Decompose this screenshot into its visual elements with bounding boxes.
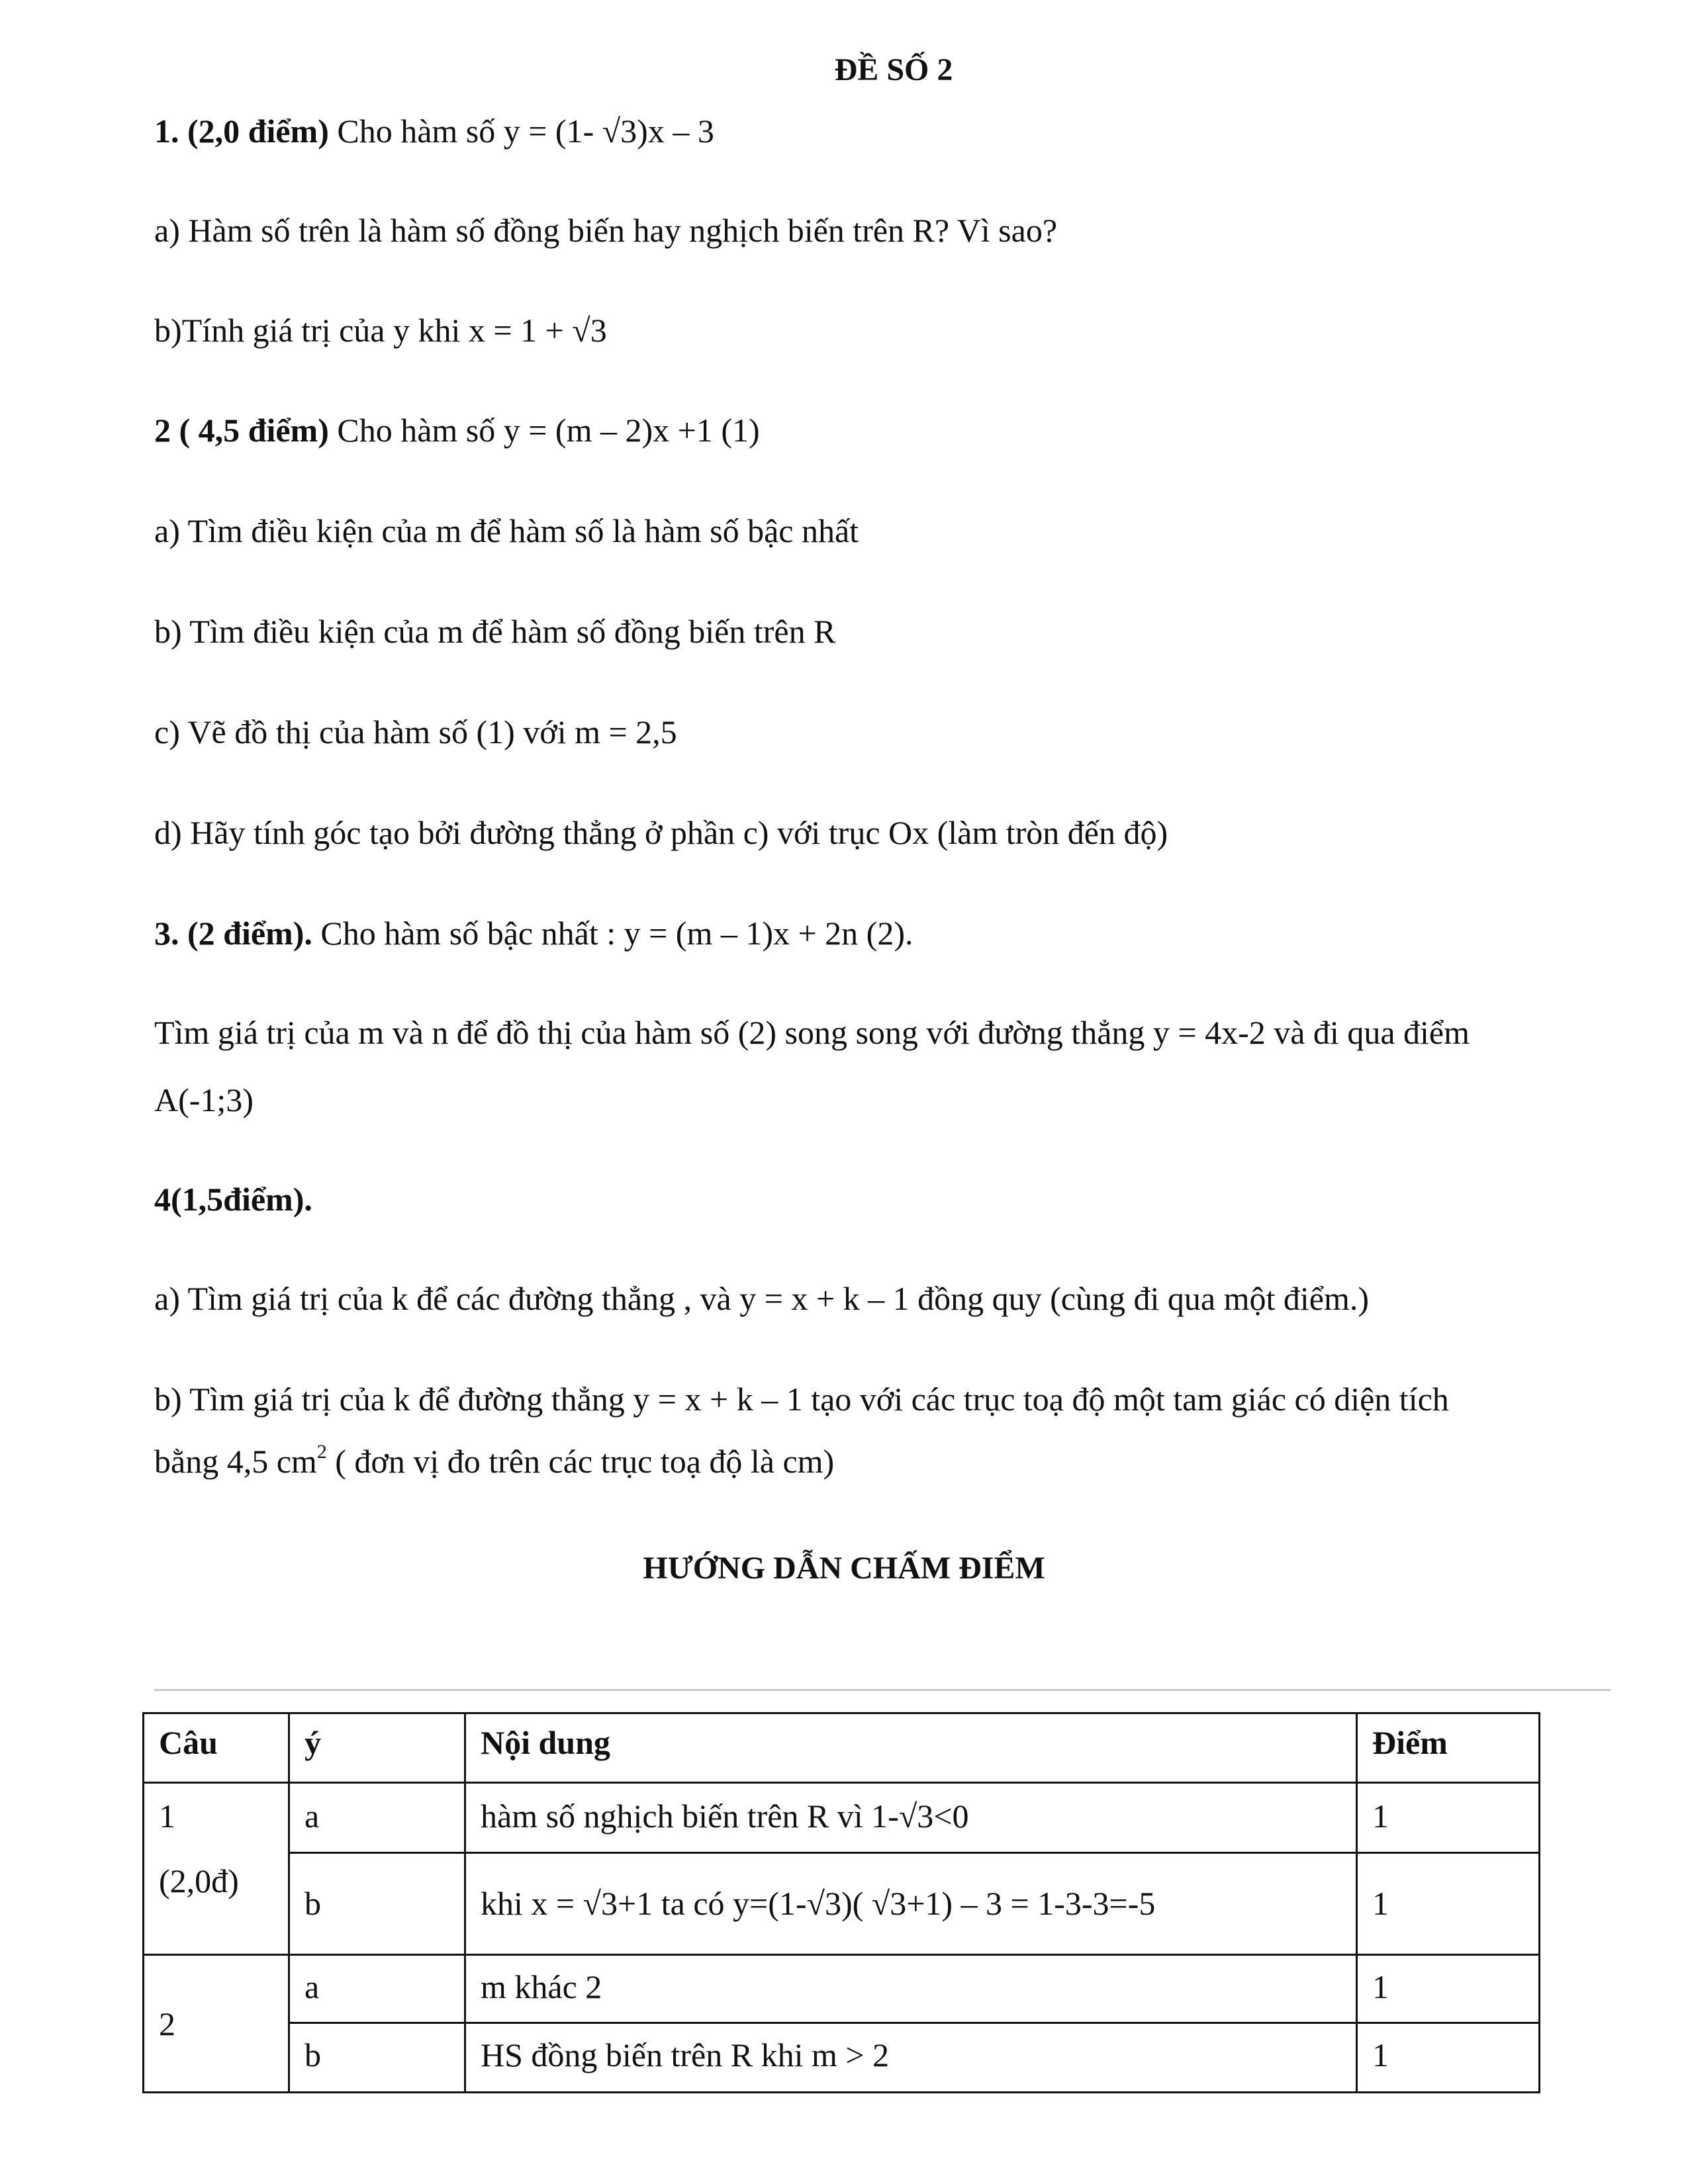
page-title: ĐỀ SỐ 2 <box>834 52 953 87</box>
question-4b-line1: b) Tìm giá trị của k để đường thẳng y = x + k – 1 tạo với các trục toạ độ một tam giác có diện tích <box>154 1381 1449 1418</box>
question-2b: b) Tìm điều kiện của m để hàm số đồng biến trên R <box>154 613 836 650</box>
question-1a: a) Hàm số trên là hàm số đồng biến hay nghịch biến trên R? Vì sao? <box>154 212 1058 249</box>
row-content: khi x = √3+1 ta có y=(1-√3)( √3+1) – 3 = 1-3-3=-5 <box>465 1853 1357 1955</box>
row-score: 1 <box>1357 1783 1540 1853</box>
grading-guide-title: HƯỚNG DẪN CHẤM ĐIỂM <box>643 1551 1045 1586</box>
question-3-body-line1: Tìm giá trị của m và n để đồ thị của hàm số (2) song song với đường thẳng y = 4x-2 và đi qua điểm <box>154 1014 1470 1051</box>
row-y: b <box>289 1853 465 1955</box>
header-cau: Câu <box>144 1713 289 1783</box>
grading-table <box>142 1712 1540 2093</box>
row-content: m khác 2 <box>465 1955 1357 2023</box>
question-3-label: 3. (2 điểm). <box>154 915 312 952</box>
row-score: 1 <box>1357 2023 1540 2093</box>
row-content: hàm số nghịch biến trên R vì 1-√3<0 <box>465 1783 1357 1853</box>
question-3 <box>154 913 914 953</box>
question-2-text: Cho hàm số y = (m – 2)x +1 (1) <box>328 412 760 449</box>
question-2a: a) Tìm điều kiện của m để hàm số là hàm số bậc nhất <box>154 512 859 549</box>
question-3-text: Cho hàm số bậc nhất : y = (m – 1)x + 2n (2). <box>312 915 914 952</box>
question-4a: a) Tìm giá trị của k để các đường thẳng , và y = x + k – 1 đồng quy (cùng đi qua một điểm.) <box>154 1280 1369 1317</box>
table-row <box>144 1853 1540 1955</box>
question-4b-text: bằng 4,5 cm <box>154 1443 317 1480</box>
cau-1-number: 1 <box>159 1797 175 1835</box>
row-y: b <box>289 2023 465 2093</box>
table-row <box>144 1955 1540 2023</box>
row-score: 1 <box>1357 1853 1540 1955</box>
row-y: a <box>289 1955 465 2023</box>
row-y: a <box>289 1783 465 1853</box>
row-score: 1 <box>1357 1955 1540 2023</box>
question-2d: d) Hãy tính góc tạo bởi đường thẳng ở phần c) với trục Ox (làm tròn đến độ) <box>154 814 1168 851</box>
question-4b-line2 <box>154 1441 834 1481</box>
cau-2-cell: 2 <box>144 1955 289 2093</box>
table-header-row <box>144 1713 1540 1783</box>
question-1b: b)Tính giá trị của y khi x = 1 + √3 <box>154 312 607 349</box>
header-diem: Điểm <box>1357 1713 1540 1783</box>
table-row <box>144 2023 1540 2093</box>
header-y: ý <box>289 1713 465 1783</box>
question-4b-text-end: ( đơn vị đo trên các trục toạ độ là cm) <box>326 1443 835 1480</box>
question-1 <box>154 111 714 151</box>
question-3-body-line2: A(-1;3) <box>154 1081 254 1118</box>
cau-1-cell <box>144 1783 289 1955</box>
table-row <box>144 1783 1540 1853</box>
question-2 <box>154 410 760 450</box>
divider <box>154 1689 1611 1691</box>
superscript-2: 2 <box>316 1441 327 1463</box>
question-1-label: 1. (2,0 điểm) <box>154 113 329 150</box>
question-1-text: Cho hàm số y = (1- √3)x – 3 <box>328 113 714 150</box>
row-content: HS đồng biến trên R khi m > 2 <box>465 2023 1357 2093</box>
header-noi-dung: Nội dung <box>465 1713 1357 1783</box>
question-2-label: 2 ( 4,5 điểm) <box>154 412 329 449</box>
question-4-label: 4(1,5điểm). <box>154 1181 312 1218</box>
cau-1-points: (2,0đ) <box>159 1862 239 1899</box>
question-2c: c) Vẽ đồ thị của hàm số (1) với m = 2,5 <box>154 713 677 751</box>
